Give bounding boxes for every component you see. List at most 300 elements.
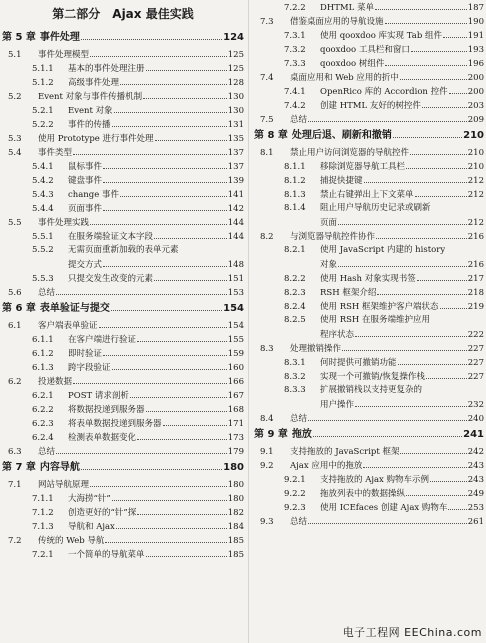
- dot-leader: [116, 519, 227, 529]
- toc-entry-title: 只提交发生改变的元素: [68, 274, 154, 284]
- toc-entry-title: 使用 Hash 对象实现书签: [320, 274, 416, 284]
- toc-entry-title: 禁止用户访问浏览器的导航控件: [290, 148, 410, 158]
- toc-entry-number: 5.3: [8, 134, 22, 144]
- toc-entry-title: 基本的事件处理注册: [68, 64, 145, 74]
- toc-entry-page: 141: [227, 190, 244, 200]
- toc-entry-page: 191: [467, 31, 484, 41]
- toc-entry-page: 243: [467, 461, 484, 471]
- dot-leader: [146, 402, 227, 412]
- toc-entry-title: 提交方式: [68, 260, 103, 270]
- toc-entry-title: 总结: [290, 414, 308, 424]
- toc-section-row: [254, 411, 484, 425]
- toc-section-row: [2, 131, 244, 145]
- toc-entry-title: 实现一个可撤销/恢复操作栈: [320, 372, 425, 382]
- toc-entry-title: 事件处理: [39, 32, 80, 43]
- toc-section-row: [2, 285, 244, 299]
- toc-entry-number: 7.1.1: [32, 494, 54, 504]
- toc-entry-page: 261: [467, 517, 484, 527]
- toc-entry-number: 9.2.3: [284, 503, 306, 513]
- toc-entry-number: 6.1.1: [32, 335, 54, 345]
- toc-entry-page: 216: [467, 260, 484, 270]
- toc-entry-number: 第 7 章: [2, 462, 36, 473]
- toc-entry-number: 6.2: [8, 377, 22, 387]
- dot-leader: [308, 112, 467, 122]
- toc-entry-page: 203: [467, 101, 484, 111]
- toc-entry-title: 阻止用户导航历史记录或刷新: [320, 203, 431, 213]
- dot-leader: [443, 28, 467, 38]
- dot-leader: [410, 145, 467, 155]
- toc-entry-title: 将表单数据投递到服务器: [68, 419, 162, 429]
- toc-entry-number: 第 6 章: [2, 303, 36, 314]
- toc-entry-title: 使用 RSH 框架维护客户端状态: [320, 302, 439, 312]
- toc-entry-number: 7.1.2: [32, 508, 54, 518]
- toc-entry-page: 144: [227, 232, 244, 242]
- dot-leader: [398, 355, 467, 365]
- toc-entry-title: 内容导航: [39, 462, 80, 473]
- toc-entry-page: 212: [467, 218, 484, 228]
- dot-leader: [105, 533, 226, 543]
- toc-entry-page: 180: [223, 462, 244, 473]
- toc-entry-number: 8.3.3: [284, 385, 306, 395]
- toc-entry-title: 扩展撤销栈以支持更复杂的: [320, 385, 423, 395]
- toc-right-column: [254, 0, 484, 528]
- toc-entry-number: 6.2.4: [32, 433, 54, 443]
- dot-leader: [143, 89, 227, 99]
- dot-leader: [112, 491, 227, 501]
- toc-sub-row: [2, 229, 244, 243]
- dot-leader: [130, 388, 227, 398]
- toc-section-row: [2, 215, 244, 229]
- toc-sub-row: [2, 75, 244, 89]
- toc-entry-number: 5.5: [8, 218, 22, 228]
- toc-entry-title: 表单验证与提交: [39, 303, 110, 314]
- toc-sub-row: [2, 519, 244, 533]
- toc-entry-number: 5.4.4: [32, 204, 54, 214]
- toc-entry-page: 222: [467, 330, 484, 340]
- toc-entry-number: 9.2.2: [284, 489, 306, 499]
- toc-entry-number: 第 9 章: [254, 429, 288, 440]
- toc-entry-title: 事件处理实践: [38, 218, 90, 228]
- toc-sub-row: [2, 243, 244, 257]
- toc-entry-page: 142: [227, 204, 244, 214]
- dot-leader: [406, 159, 467, 169]
- dot-leader: [385, 56, 466, 66]
- toc-entry-title: 与浏览器导航控件协作: [290, 232, 376, 242]
- dot-leader: [56, 444, 227, 454]
- toc-entry-page: 187: [467, 3, 484, 13]
- dot-leader: [415, 187, 467, 197]
- dot-leader: [363, 458, 466, 468]
- toc-left-column: [2, 0, 244, 561]
- dot-leader: [112, 360, 227, 370]
- toc-entry-page: 227: [467, 344, 484, 354]
- toc-entry-page: 196: [467, 59, 484, 69]
- toc-chapter-row: [2, 28, 244, 47]
- toc-entry-number: 8.1.1: [284, 162, 306, 172]
- toc-section-row: [2, 89, 244, 103]
- toc-sub-row: [254, 56, 484, 70]
- toc-entry-page: 241: [463, 429, 484, 440]
- toc-entry-page: 171: [227, 419, 244, 429]
- toc-entry-title: 将数据投递到服务器: [68, 405, 145, 415]
- toc-entry-page: 227: [467, 372, 484, 382]
- toc-sub-row: [2, 430, 244, 444]
- toc-entry-page: 124: [223, 32, 244, 43]
- toc-entry-page: 159: [227, 349, 244, 359]
- toc-sub-row: [254, 98, 484, 112]
- toc-entry-number: 7.5: [260, 115, 274, 125]
- toc-chapter-row: [254, 126, 484, 145]
- toc-entry-number: 6.2.3: [32, 419, 54, 429]
- toc-section-row: [254, 514, 484, 528]
- dot-leader: [114, 103, 227, 113]
- toc-entry-page: 135: [227, 134, 244, 144]
- toc-sub-row: [2, 117, 244, 131]
- toc-sub-row: [2, 271, 244, 285]
- toc-entry-number: 5.2: [8, 92, 22, 102]
- toc-entry-title: Event 对象与事件传播机制: [38, 92, 143, 102]
- toc-section-row: [2, 318, 244, 332]
- toc-entry-page: 173: [227, 433, 244, 443]
- dot-leader: [90, 47, 227, 57]
- dot-leader: [155, 131, 227, 141]
- toc-entry-title: 借鉴桌面应用的导航设施: [290, 17, 384, 27]
- toc-entry-title: 拖放列表中的数据操纵: [320, 489, 406, 499]
- toc-entry-page: 184: [227, 522, 244, 532]
- toc-entry-page: 131: [227, 120, 244, 130]
- toc-cont-row: [254, 327, 484, 341]
- dot-leader: [103, 257, 227, 267]
- toc-entry-number: 6.2.1: [32, 391, 54, 401]
- dot-leader: [375, 0, 467, 10]
- toc-entry-page: 160: [227, 363, 244, 373]
- toc-sub-row: [254, 486, 484, 500]
- toc-entry-title: 事件类型: [38, 148, 73, 158]
- toc-entry-number: 5.5.1: [32, 232, 54, 242]
- toc-chapter-row: [2, 458, 244, 477]
- toc-section-row: [2, 444, 244, 458]
- dot-leader: [137, 332, 227, 342]
- toc-chapter-row: [2, 299, 244, 318]
- toc-entry-page: 144: [227, 218, 244, 228]
- toc-section-row: [254, 14, 484, 28]
- toc-cont-row: [2, 257, 244, 271]
- toc-entry-number: 7.4.2: [284, 101, 306, 111]
- toc-entry-title: 导航和 Ajax: [68, 522, 115, 532]
- toc-sub-row: [2, 187, 244, 201]
- toc-entry-title: 支持拖放的 Ajax 购物车示例: [320, 475, 430, 485]
- toc-entry-number: 9.2: [260, 461, 274, 471]
- dot-leader: [440, 299, 467, 309]
- toc-entry-title: 禁止右键弹出上下文菜单: [320, 190, 414, 200]
- toc-entry-title: 事件处理模型: [38, 50, 90, 60]
- toc-entry-title: 在服务端验证文本字段: [68, 232, 154, 242]
- toc-entry-title: 事件的传播: [68, 120, 111, 130]
- dot-leader: [426, 369, 467, 379]
- toc-sub-row: [254, 472, 484, 486]
- toc-entry-title: 使用 RSH 在服务端维护应用: [320, 315, 431, 325]
- toc-entry-page: 210: [463, 130, 484, 141]
- toc-entry-number: 5.2.1: [32, 106, 54, 116]
- toc-entry-page: 218: [467, 288, 484, 298]
- toc-entry-title: 何时提供可撤销功能: [320, 358, 397, 368]
- toc-entry-number: 8.4: [260, 414, 274, 424]
- dot-leader: [338, 257, 467, 267]
- toc-section-row: [2, 47, 244, 61]
- dot-leader: [90, 215, 227, 225]
- toc-entry-title: 程序状态: [320, 330, 355, 340]
- toc-entry-title: 即时验证: [68, 349, 103, 359]
- toc-entry-title: 总结: [38, 447, 56, 457]
- toc-sub-row: [254, 187, 484, 201]
- dot-leader: [422, 98, 467, 108]
- toc-entry-page: 243: [467, 475, 484, 485]
- dot-leader: [449, 84, 467, 94]
- toc-sub-row: [254, 201, 484, 215]
- toc-sub-row: [254, 271, 484, 285]
- toc-entry-number: 6.2.2: [32, 405, 54, 415]
- toc-entry-number: 5.4.3: [32, 190, 54, 200]
- toc-entry-title: 网站导航原理: [38, 480, 90, 490]
- toc-entry-number: 5.1.1: [32, 64, 54, 74]
- toc-section-row: [254, 112, 484, 126]
- toc-sub-row: [254, 28, 484, 42]
- toc-entry-title: 支持拖放的 JavaScript 框架: [290, 447, 400, 457]
- toc-sub-row: [254, 84, 484, 98]
- dot-leader: [111, 301, 222, 311]
- dot-leader: [308, 514, 467, 524]
- toc-entry-title: 使用 qooxdoo 库实现 Tab 组件: [320, 31, 442, 41]
- toc-entry-page: 253: [467, 503, 484, 513]
- toc-sub-row: [2, 547, 244, 561]
- toc-sub-row: [254, 369, 484, 383]
- toc-entry-title: RSH 框架介绍: [320, 288, 377, 298]
- toc-entry-number: 7.2: [8, 536, 22, 546]
- part-heading: 第二部分 Ajax 最佳实践: [52, 7, 194, 21]
- toc-entry-title: 跨字段验证: [68, 363, 111, 373]
- toc-entry-page: 210: [467, 162, 484, 172]
- toc-entry-page: 139: [227, 176, 244, 186]
- toc-entry-page: 185: [227, 536, 244, 546]
- toc-entry-page: 209: [467, 115, 484, 125]
- toc-entry-number: 第 5 章: [2, 32, 36, 43]
- toc-entry-title: 用户操作: [320, 400, 355, 410]
- toc-entry-number: 6.3: [8, 447, 22, 457]
- toc-section-row: [254, 229, 484, 243]
- dot-leader: [400, 444, 466, 454]
- dot-leader: [355, 397, 467, 407]
- toc-entry-title: 对象: [320, 260, 338, 270]
- toc-section-row: [2, 374, 244, 388]
- dot-leader: [103, 159, 227, 169]
- toc-entry-number: 5.6: [8, 288, 22, 298]
- toc-entry-page: 154: [227, 321, 244, 331]
- toc-entry-page: 151: [227, 274, 244, 284]
- toc-sub-row: [2, 346, 244, 360]
- toc-entry-title: change 事件: [68, 190, 119, 200]
- toc-entry-page: 185: [227, 550, 244, 560]
- toc-entry-number: 8.3: [260, 344, 274, 354]
- toc-entry-page: 155: [227, 335, 244, 345]
- toc-entry-title: 处理后退、刷新和撤销: [291, 130, 392, 141]
- toc-entry-title: POST 请求剖析: [68, 391, 129, 401]
- dot-leader: [154, 229, 227, 239]
- toc-entry-number: 5.1: [8, 50, 22, 60]
- toc-entry-page: 217: [467, 274, 484, 284]
- toc-entry-number: 7.3.2: [284, 45, 306, 55]
- toc-entry-number: 8.3.1: [284, 358, 306, 368]
- toc-entry-title: 使用 ICEfaces 创建 Ajax 购物车: [320, 503, 448, 513]
- toc-sub-row: [2, 159, 244, 173]
- toc-entry-page: 249: [467, 489, 484, 499]
- dot-leader: [99, 318, 227, 328]
- dot-leader: [430, 472, 467, 482]
- toc-section-row: [254, 444, 484, 458]
- toc-left-entries: [2, 28, 244, 561]
- dot-leader: [355, 327, 467, 337]
- toc-entry-number: 8.2.3: [284, 288, 306, 298]
- toc-entry-title: 高级事件处理: [68, 78, 120, 88]
- dot-leader: [112, 117, 227, 127]
- dot-leader: [73, 145, 227, 155]
- toc-entry-number: 8.2: [260, 232, 274, 242]
- toc-chapter-row: [254, 425, 484, 444]
- toc-sub-row: [254, 285, 484, 299]
- toc-entry-number: 7.3: [260, 17, 274, 27]
- dot-leader: [90, 477, 227, 487]
- toc-entry-title: DHTML 菜单: [320, 3, 374, 13]
- toc-entry-number: 第 8 章: [254, 130, 288, 141]
- dot-leader: [146, 547, 227, 557]
- dot-leader: [103, 173, 227, 183]
- toc-sub-row: [254, 173, 484, 187]
- dot-leader: [163, 416, 227, 426]
- toc-entry-title: 传统的 Web 导航: [38, 536, 105, 546]
- toc-sub-row: [254, 159, 484, 173]
- toc-entry-page: 190: [467, 17, 484, 27]
- toc-entry-title: 创建 HTML 友好的树控件: [320, 101, 421, 111]
- toc-entry-number: 8.2.5: [284, 315, 306, 325]
- toc-entry-number: 8.1.3: [284, 190, 306, 200]
- dot-leader: [338, 215, 467, 225]
- toc-entry-title: Event 对象: [68, 106, 113, 116]
- toc-entry-title: qooxdoo 树组件: [320, 59, 385, 69]
- toc-sub-row: [2, 103, 244, 117]
- toc-entry-page: 219: [467, 302, 484, 312]
- toc-entry-number: 5.4.1: [32, 162, 54, 172]
- toc-entry-number: 7.4: [260, 73, 274, 83]
- toc-entry-number: 8.3.2: [284, 372, 306, 382]
- dot-leader: [400, 70, 467, 80]
- dot-leader: [342, 341, 467, 351]
- dot-leader: [81, 460, 222, 470]
- toc-entry-page: 179: [227, 447, 244, 457]
- dot-leader: [137, 430, 227, 440]
- dot-leader: [137, 505, 227, 515]
- dot-leader: [448, 500, 466, 510]
- toc-entry-page: 200: [467, 73, 484, 83]
- toc-entry-number: 8.1.4: [284, 203, 306, 213]
- toc-entry-page: 193: [467, 45, 484, 55]
- toc-sub-row: [254, 42, 484, 56]
- toc-sub-row: [254, 313, 484, 327]
- toc-sub-row: [254, 383, 484, 397]
- toc-entry-page: 153: [227, 288, 244, 298]
- dot-leader: [377, 285, 466, 295]
- toc-section-row: [2, 477, 244, 491]
- toc-entry-title: 一个简单的导航菜单: [68, 550, 145, 560]
- toc-entry-page: 242: [467, 447, 484, 457]
- toc-sub-row: [2, 416, 244, 430]
- toc-entry-number: 7.4.1: [284, 87, 306, 97]
- toc-entry-number: 8.1: [260, 148, 274, 158]
- toc-sub-row: [254, 243, 484, 257]
- toc-sub-row: [254, 0, 484, 14]
- toc-entry-title: 拖放: [291, 429, 312, 440]
- toc-entry-page: 130: [227, 106, 244, 116]
- toc-entry-number: 7.1.3: [32, 522, 54, 532]
- dot-leader: [146, 61, 227, 71]
- toc-entry-title: 页面: [320, 218, 338, 228]
- toc-entry-page: 227: [467, 358, 484, 368]
- toc-entry-title: 鼠标事件: [68, 162, 103, 172]
- toc-entry-number: 5.5.2: [32, 245, 54, 255]
- toc-entry-number: 7.2.2: [284, 3, 306, 13]
- toc-entry-page: 216: [467, 232, 484, 242]
- toc-cont-row: [254, 215, 484, 229]
- dot-leader: [411, 42, 467, 52]
- toc-entry-number: 7.3.3: [284, 59, 306, 69]
- dot-leader: [313, 427, 462, 437]
- toc-entry-page: 130: [227, 92, 244, 102]
- toc-entry-title: 总结: [290, 115, 308, 125]
- toc-entry-title: 客户端表单验证: [38, 321, 98, 331]
- toc-section-row: [254, 458, 484, 472]
- toc-entry-number: 6.1: [8, 321, 22, 331]
- toc-entry-number: 7.2.1: [32, 550, 54, 560]
- toc-entry-page: 182: [227, 508, 244, 518]
- toc-entry-number: 5.2.2: [32, 120, 54, 130]
- toc-cont-row: [254, 257, 484, 271]
- toc-entry-title: 页面事件: [68, 204, 103, 214]
- toc-entry-title: 键盘事件: [68, 176, 103, 186]
- dot-leader: [103, 201, 227, 211]
- toc-entry-number: 9.1: [260, 447, 274, 457]
- dot-leader: [385, 14, 467, 24]
- toc-right-entries: [254, 0, 484, 528]
- toc-entry-number: 5.5.3: [32, 274, 54, 284]
- toc-section-row: [2, 145, 244, 159]
- toc-entry-number: 5.4.2: [32, 176, 54, 186]
- toc-entry-number: 5.4: [8, 148, 22, 158]
- toc-entry-title: 检测表单数据变化: [68, 433, 137, 443]
- toc-entry-page: 200: [467, 87, 484, 97]
- toc-sub-row: [2, 388, 244, 402]
- toc-entry-title: 使用 JavaScript 内建的 history: [320, 245, 446, 255]
- toc-entry-page: 168: [227, 405, 244, 415]
- toc-entry-title: 移除浏览器导航工具栏: [320, 162, 406, 172]
- toc-entry-page: 240: [467, 414, 484, 424]
- toc-sub-row: [254, 500, 484, 514]
- toc-entry-title: 无需页面重新加载的表单元素: [68, 245, 179, 255]
- dot-leader: [417, 271, 467, 281]
- toc-sub-row: [254, 299, 484, 313]
- toc-entry-page: 148: [227, 260, 244, 270]
- toc-sub-row: [254, 355, 484, 369]
- dot-leader: [120, 75, 227, 85]
- toc-entry-page: 125: [227, 50, 244, 60]
- toc-entry-page: 180: [227, 494, 244, 504]
